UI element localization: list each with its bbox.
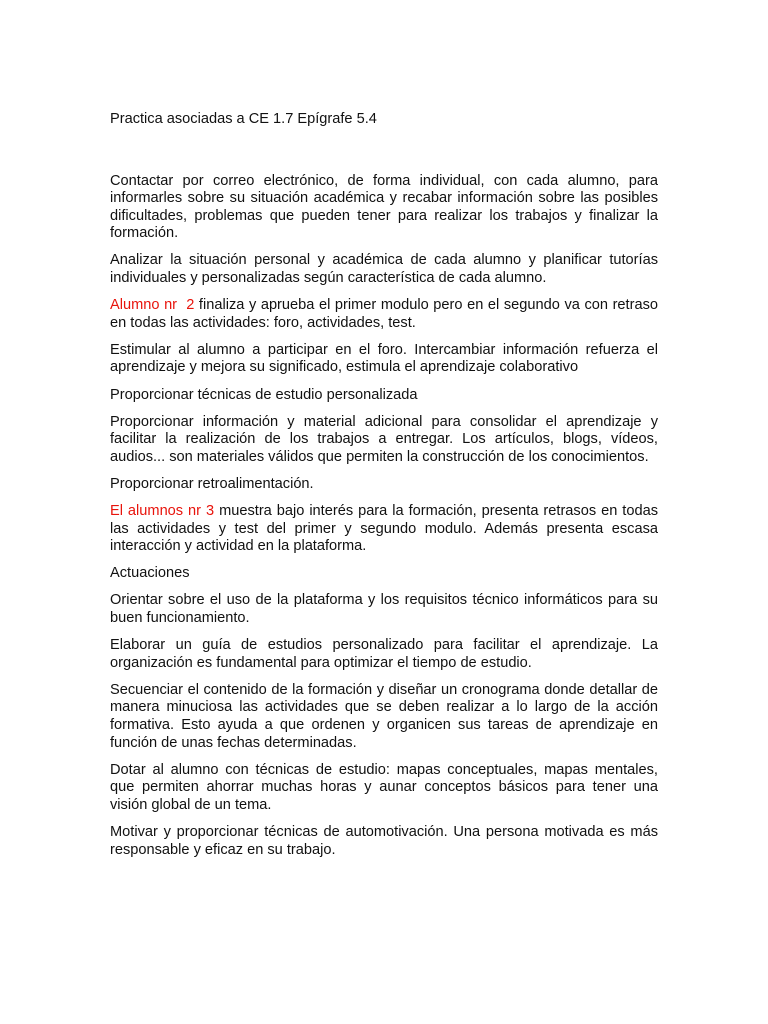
paragraph-forum-participation: Estimular al alumno a participar en el foro. Intercambiar información refuerza el aprendizaje y mejora su significado, estimula el aprendizaje colaborativo — [110, 341, 658, 376]
paragraph-study-guide: Elaborar un guía de estudios personalizado para facilitar el aprendizaje. La organización es fundamental para optimizar el tiempo de estudio. — [110, 637, 658, 671]
paragraph-student-3 — [110, 503, 658, 556]
student-2-text: finaliza y aprueba el primer modulo pero en el segundo va con retraso en todas las actividades: foro, actividades, test. — [110, 297, 658, 331]
student-3-text: muestra bajo interés para la formación, presenta retrasos en todas las actividades y test del primer y segundo modulo. Además presenta escasa interacción y actividad en la plataforma. — [110, 503, 658, 555]
paragraph-concept-maps: Dotar al alumno con técnicas de estudio: mapas conceptuales, mapas mentales, que permiten ahorrar muchas horas y aunar conceptos básicos para tener una visión global de un tema. — [110, 761, 658, 813]
paragraph-additional-material: Proporcionar información y material adicional para consolidar el aprendizaje y facilitar la realización de los trabajos a entregar. Los artículos, blogs, vídeos, audios... son materiales válidos que permiten la construcción de los conocimientos. — [110, 413, 658, 465]
paragraph-schedule: Secuenciar el contenido de la formación y diseñar un cronograma donde detallar de manera minuciosa las actividades que se deben realizar a lo largo de la acción formativa. Esto ayuda a que ordenen y organicen sus tareas de aprendizaje en función de unas fechas determinadas. — [110, 681, 658, 751]
student-2-label: Alumno nr 2 — [110, 297, 195, 314]
paragraph-motivation: Motivar y proporcionar técnicas de automotivación. Una persona motivada es más responsable y eficaz en su trabajo. — [110, 823, 658, 858]
document-title: Practica asociadas a CE 1.7 Epígrafe 5.4 — [110, 111, 377, 127]
paragraph-contact-students: Contactar por correo electrónico, de forma individual, con cada alumno, para informarles sobre su situación académica y recabar información sobre las posibles dificultades, problemas que pueden tener para realizar los trabajos y finalizar la formación. — [110, 172, 658, 242]
document-page — [110, 111, 658, 869]
section-heading-actions: Actuaciones — [110, 565, 190, 582]
student-3-label: El alumnos nr 3 — [110, 503, 215, 519]
paragraph-analyze-situation: Analizar la situación personal y académica de cada alumno y planificar tutorías individuales y personalizadas según característica de cada alumno. — [110, 252, 658, 287]
paragraph-student-2 — [110, 297, 658, 332]
paragraph-feedback: Proporcionar retroalimentación. — [110, 475, 314, 492]
paragraph-platform-guidance: Orientar sobre el uso de la plataforma y los requisitos técnico informáticos para su buen funcionamiento. — [110, 592, 658, 626]
paragraph-study-techniques: Proporcionar técnicas de estudio personalizada — [110, 386, 418, 403]
